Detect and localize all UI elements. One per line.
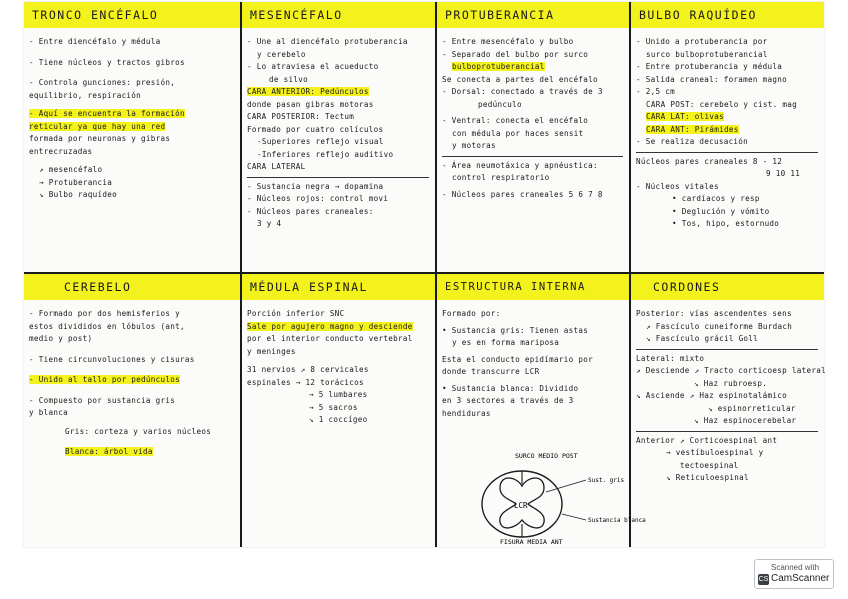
camscanner-logo-icon: CS: [758, 576, 769, 583]
text-line: hendiduras: [442, 408, 491, 418]
text-line: CARA POST: cerebelo y cist. mag: [646, 99, 798, 109]
header-bulbo: BULBO RAQUÍDEO: [631, 2, 824, 28]
text-line: - Tiene núcleos y tractos gibros: [29, 57, 185, 67]
text-line: - Núcleos pares craneales 5 6 7 8: [442, 189, 603, 199]
header-protuberancia: PROTUBERANCIA: [437, 2, 629, 28]
text-line: [29, 108, 233, 121]
notes-sheet: [24, 2, 827, 547]
label-sust-blanca: Sustancia blanca: [588, 517, 646, 524]
text-line: Lateral: mixto: [636, 353, 705, 363]
divider: [636, 152, 818, 153]
text-line: [247, 321, 429, 334]
text-line: - Núcleos pares craneales:: [247, 206, 374, 216]
text-line: surco bulboprotuberancial: [646, 49, 768, 59]
text-line: formada por neuronas y gibras: [29, 134, 171, 143]
text-line: • cardíacos y resp: [672, 194, 760, 203]
divider: [24, 272, 824, 274]
header-cerebelo: CEREBELO: [24, 274, 240, 300]
highlight-text: Sale por agujero magno y desciende: [247, 321, 413, 331]
section-cerebelo: [24, 306, 238, 544]
text-line: - Ventral: conecta el encéfalo: [442, 116, 589, 125]
section-mesencefalo: [242, 34, 434, 270]
text-line: ↘ Haz rubroesp.: [694, 378, 768, 388]
text-line: → 5 sacros: [309, 402, 358, 412]
text-line: [636, 124, 818, 137]
camscanner-badge: [754, 559, 834, 589]
highlight-text: CARA ANT: Pirámides: [646, 124, 739, 134]
text-line: ↘ 1 coccígeo: [309, 415, 368, 424]
text-line: en 3 sectores a través de 3: [442, 396, 574, 405]
section-medula: [242, 306, 434, 544]
text-line: con médula por haces sensit: [452, 128, 584, 138]
text-line: ↘ Haz espinocerebelar: [694, 416, 797, 425]
label-surco-medio-post: SURCO MEDIO POST: [515, 452, 578, 460]
section-cordones: [631, 306, 827, 544]
text-line: CARA LATERAL: [247, 162, 306, 171]
pointer-line: [562, 514, 586, 520]
text-line: • Sustancia gris: Tienen astas: [442, 325, 589, 335]
divider: [247, 177, 429, 178]
text-line: - Separado del bulbo por surco: [442, 49, 589, 59]
text-line: medio y post): [29, 334, 93, 343]
text-line: Núcleos pares craneales 8 - 12: [636, 156, 783, 166]
text-line: y cerebelo: [257, 49, 306, 59]
text-line: • Tos, hipo, estornudo: [672, 219, 780, 228]
text-line: donde pasan gibras motoras: [247, 99, 374, 109]
text-line: - Núcleos vitales: [636, 181, 719, 191]
text-line: ↗ mesencéfalo: [39, 165, 103, 174]
text-line: 9 10 11: [766, 169, 801, 178]
divider: [442, 156, 623, 157]
text-line: y blanca: [29, 408, 68, 417]
text-line: - Compuesto por sustancia gris: [29, 395, 176, 405]
text-line: • Sustancia blanca: Dividido: [442, 383, 579, 393]
text-line: - Entre protuberancia y médula: [636, 62, 783, 71]
highlight-text: Blanca: árbol vida: [65, 447, 153, 456]
text-line: Esta el conducto epidímario por: [442, 354, 594, 364]
text-line: Formado por cuatro colículos: [247, 124, 384, 134]
text-line: [636, 111, 818, 124]
text-line: equilibrio, respiración: [29, 90, 142, 100]
text-line: [29, 121, 233, 134]
text-line: 31 nervios ↗ 8 cervicales: [247, 365, 369, 374]
section-bulbo: [631, 34, 823, 270]
text-line: Formado por:: [442, 309, 501, 318]
text-line: de silvo: [269, 74, 308, 84]
highlight-text: reticular ya que hay una red: [29, 121, 166, 131]
text-line: y motoras: [452, 141, 496, 150]
text-line: espinales → 12 torácicos: [247, 377, 364, 387]
text-line: -Superiores reflejo visual: [257, 137, 384, 146]
text-line: [247, 86, 429, 99]
text-line: - Tiene circunvoluciones y cisuras: [29, 354, 195, 364]
text-line: - Controla gunciones: presión,: [29, 78, 176, 87]
text-line: Gris: corteza y varios núcleos: [65, 426, 212, 436]
text-line: - Salida craneal: foramen magno: [636, 74, 788, 84]
text-line: -Inferiores reflejo auditivo: [257, 149, 394, 159]
text-line: ↘ Fascículo grácil Goll: [646, 334, 759, 343]
spinal-cord-diagram: [460, 448, 646, 546]
text-line: y es en forma mariposa: [452, 338, 560, 347]
section-tronco: [24, 34, 238, 270]
text-line: → 5 lumbares: [309, 390, 368, 399]
text-line: donde transcurre LCR: [442, 367, 540, 376]
label-lcr: LCR: [514, 501, 528, 510]
text-line: → vestíbuloespinal y: [666, 448, 764, 457]
header-cordones: CORDONES: [631, 274, 824, 300]
header-medula: MÉDULA ESPINAL: [242, 274, 435, 300]
section-protuberancia: [437, 34, 628, 270]
text-line: - 2,5 cm: [636, 87, 675, 96]
text-line: - Núcleos rojos: control movi: [247, 194, 389, 203]
header-tronco: TRONCO ENCÉFALO: [24, 2, 240, 28]
text-line: CARA POSTERIOR: Tectum: [247, 112, 355, 121]
text-line: estos divididos en lóbulos (ant,: [29, 321, 185, 331]
text-line: pedúnculo: [478, 99, 522, 109]
text-line: - Une al diencéfalo protuberancia: [247, 37, 408, 46]
highlight-text: CARA ANTERIOR: Pedúnculos: [247, 87, 369, 96]
text-line: - Dorsal: conectado a través de 3: [442, 87, 603, 96]
text-line: ↗ Fascículo cuneiforme Burdach: [646, 321, 793, 331]
text-line: Se conecta a partes del encéfalo: [442, 74, 598, 84]
highlight-text: - Unido al tallo por pedúnculos: [29, 375, 181, 384]
text-line: • Deglución y vómito: [672, 206, 770, 216]
divider: [636, 431, 818, 432]
text-line: - Formado por dos hemisferios y: [29, 309, 181, 318]
text-line: - Se realiza decusación: [636, 137, 749, 146]
text-line: [29, 374, 233, 387]
text-line: control respiratorio: [452, 173, 550, 182]
text-line: Posterior: vías ascendentes sens: [636, 309, 792, 318]
text-line: 3 y 4: [257, 219, 282, 228]
text-line: ↘ Reticuloespinal: [666, 473, 749, 482]
text-line: entrecruzadas: [29, 146, 93, 156]
text-line: Porción inferior SNC: [247, 309, 345, 318]
highlight-text: bulboprotuberancial: [452, 62, 545, 71]
text-line: por el interior conducto vertebral: [247, 334, 413, 343]
text-line: - Área neumotáxica y apnéustica:: [442, 160, 598, 170]
text-line: - Lo atraviesa el acueducto: [247, 62, 379, 71]
label-sust-gris: Sust. gris: [588, 477, 625, 484]
text-line: - Unido a protuberancia por: [636, 37, 768, 46]
header-estructura: ESTRUCTURA INTERNA: [437, 274, 629, 300]
badge-line-1: Scanned with: [771, 563, 820, 572]
badge-line-2: CamScanner: [771, 573, 830, 584]
text-line: ↘ Asciende ↗ Haz espinotalámico: [636, 391, 788, 400]
divider: [636, 349, 818, 350]
text-line: y meninges: [247, 346, 296, 356]
label-fisura-media-ant: FISURA MEDIA ANT: [500, 538, 563, 546]
text-line: [29, 446, 233, 459]
text-line: → Protuberancia: [39, 177, 113, 187]
text-line: tectoespinal: [680, 460, 739, 470]
text-line: Anterior ↗ Corticoespinal ant: [636, 435, 778, 445]
text-line: ↘ Bulbo raquídeo: [39, 190, 117, 199]
highlight-text: CARA LAT: olivas: [646, 112, 724, 121]
header-mesencefalo: MESENCÉFALO: [242, 2, 435, 28]
text-line: - Sustancia negra → dopamina: [247, 181, 384, 191]
text-line: - Entre diencéfalo y médula: [29, 37, 161, 46]
text-line: ↘ espinorreticular: [708, 403, 796, 413]
text-line: - Entre mesencéfalo y bulbo: [442, 37, 574, 46]
text-line: [442, 61, 623, 74]
text-line: ↗ Desciende ↗ Tracto corticoesp lateral: [636, 366, 827, 375]
highlight-text: - Aquí se encuentra la formación: [29, 109, 185, 118]
